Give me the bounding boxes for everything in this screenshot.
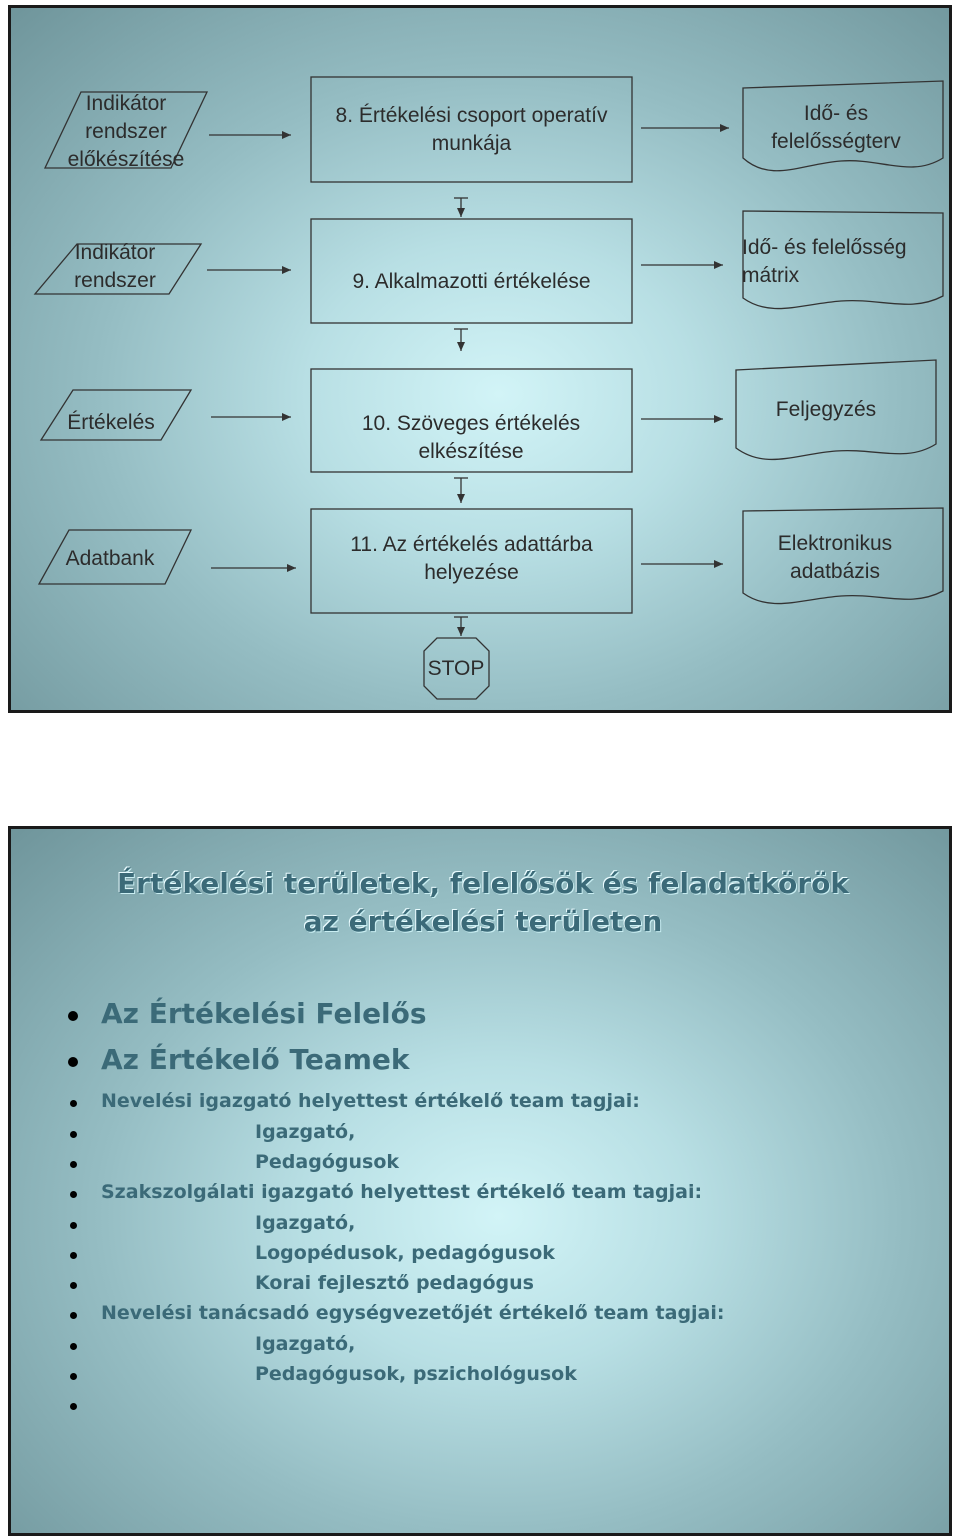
input-label-4: Adatbank: [65, 547, 155, 570]
bullet-dot-icon: [70, 1191, 77, 1198]
bullet-dot-icon: [70, 1252, 77, 1259]
bullet-dot-icon: [70, 1312, 77, 1319]
bullet-text: Korai fejlesztő pedagógus: [255, 1272, 534, 1294]
bullet-text: Az Értékelő Teamek: [101, 1043, 410, 1076]
bullet-item: [11, 1240, 951, 1270]
bullet-dot-icon: [68, 1057, 78, 1067]
bullet-dot-icon: [70, 1343, 77, 1350]
bullet-item: [11, 1043, 951, 1078]
bullet-text: Az Értékelési Felelős: [101, 997, 427, 1030]
bullet-item: [11, 1331, 951, 1361]
bullet-dot-icon: [68, 1011, 78, 1021]
bullet-dot-icon: [70, 1373, 77, 1380]
bullet-dot-icon: [70, 1161, 77, 1168]
bullet-text: Pedagógusok, pszichológusok: [255, 1363, 577, 1385]
input-label-1: Indikátor rendszer előkészítése: [67, 92, 185, 171]
flowchart-slide: [8, 5, 952, 713]
bullet-dot-icon: [70, 1131, 77, 1138]
bullet-dot-icon: [70, 1222, 77, 1229]
bullet-dot-icon: [70, 1403, 77, 1410]
bullet-text: Igazgató,: [255, 1333, 356, 1355]
bullet-item: [11, 1179, 951, 1209]
process-label-10: 10. Szöveges értékelés elkészítése: [361, 412, 581, 463]
document-label-2: Idő- és felelősség mátrix: [742, 236, 907, 287]
slide-title-line-2: az értékelési területen: [303, 905, 663, 938]
process-label-8: 8. Értékelési csoport operatív munkája: [335, 104, 608, 155]
bullet-item: [11, 1210, 951, 1240]
bullet-text: Nevelési tanácsadó egységvezetőjét értékelő team tagjai:: [101, 1302, 725, 1324]
bullet-item: [11, 1119, 951, 1149]
slide-title-line-1: Értékelési területek, felelősök és feladatkörök: [117, 867, 849, 900]
bullet-text: Pedagógusok: [255, 1151, 400, 1173]
bullet-text: Logopédusok, pedagógusok: [255, 1242, 555, 1264]
responsibilities-slide: [8, 826, 952, 1536]
stop-label: STOP: [427, 657, 485, 680]
bullet-dot-icon: [70, 1100, 77, 1107]
document-label-4: Elektronikus adatbázis: [777, 532, 893, 583]
document-label-3: Feljegyzés: [775, 398, 877, 421]
bullet-text: Igazgató,: [255, 1121, 356, 1143]
bullet-item: [11, 1088, 951, 1118]
document-label-1: Idő- és felelősségterv: [771, 102, 901, 153]
input-label-2: Indikátor rendszer: [74, 241, 156, 292]
bullet-item: [11, 1391, 951, 1421]
bullet-item: [11, 1270, 951, 1300]
input-label-3: Értékelés: [67, 411, 155, 434]
bullet-text: Igazgató,: [255, 1212, 356, 1234]
process-label-9: 9. Alkalmazotti értékelése: [352, 270, 591, 293]
bullet-item: [11, 1300, 951, 1330]
bullet-item: [11, 1361, 951, 1391]
bullet-text: Nevelési igazgató helyettest értékelő team tagjai:: [101, 1090, 640, 1112]
process-label-11: 11. Az értékelés adattárba helyezése: [350, 533, 593, 584]
bullet-text: Szakszolgálati igazgató helyettest értékelő team tagjai:: [101, 1181, 703, 1203]
bullet-item: [11, 997, 951, 1032]
bullet-item: [11, 1149, 951, 1179]
bullet-dot-icon: [70, 1282, 77, 1289]
